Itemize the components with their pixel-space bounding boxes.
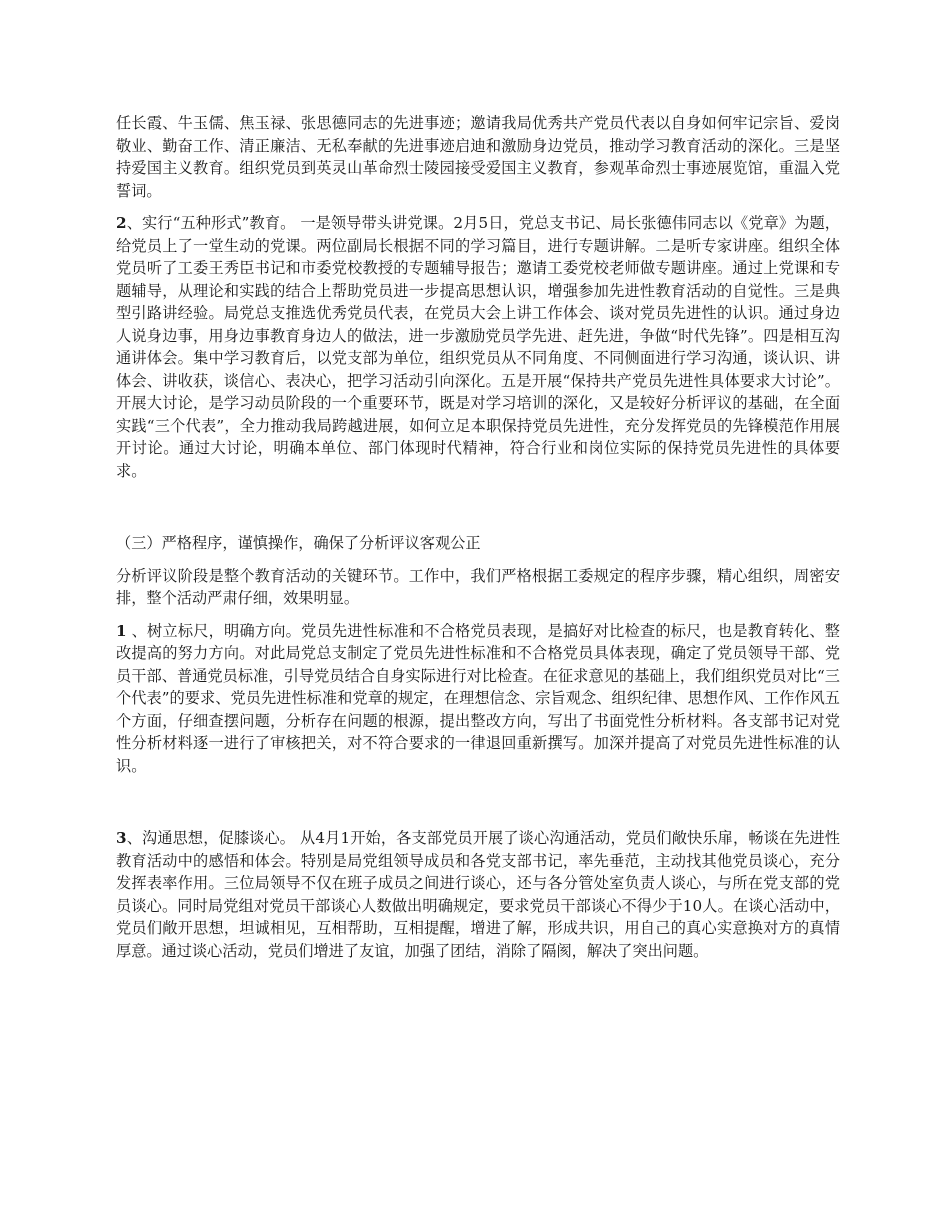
paragraph-set-standards xyxy=(116,620,840,778)
section-spacer xyxy=(116,787,840,827)
item-number: 1 xyxy=(116,621,127,640)
paragraph-five-forms-education xyxy=(116,212,840,482)
paragraph-analysis-intro: 分析评议阶段是整个教育活动的关键环节。工作中，我们严格根据工委规定的程序步骤，精心组织，周密安排，整个活动严肃仔细，效果明显。 xyxy=(116,566,840,607)
section-spacer xyxy=(116,492,840,532)
paragraph-heart-to-heart xyxy=(116,827,840,962)
paragraph-text: 、沟通思想，促膝谈心。 从4月1开始，各支部党员开展了谈心沟通活动，党员们敞快乐扉，畅谈在先进性教育活动中的感悟和体会。特别是局党组领导成员和各党支部书记，率先垂范，主动找其他党员谈心，充分发挥表率作用。三位局领导不仅在班子成员之间进行谈心，还与各分管处室负责人谈心，与所在党支部的党员谈心。同时局党组对党员干部谈心人数做出明确规定，要求党员干部谈心不得少于10人。在谈心活动中，党员们敞开思想，坦诚相见，互相帮助，互相提醒，增进了解，形成共识，用自己的真心实意换对方的真情厚意。通过谈心活动，党员们增进了友谊，加强了团结，消除了隔阂，解决了突出问题。 xyxy=(116,829,840,960)
document-body xyxy=(116,112,840,972)
item-number: 2 xyxy=(116,214,127,232)
section-heading: （三）严格程序，谨慎操作，确保了分析评议客观公正 xyxy=(116,534,481,552)
paragraph-text: 、实行“五种形式”教育。 一是领导带头讲党课。2月5日，党总支书记、局长张德伟同志以《党章》为题，给党员上了一堂生动的党课。两位副局长根据不同的学习篇目，进行专题讲解。二是听专家讲座。组织全体党员听了工委王秀臣书记和市委党校教授的专题辅导报告；邀请工委党校老师做专题讲座。通过上党课和专题辅导，从理论和实践的结合上帮助党员进一步提高思想认识，增强参加先进性教育活动的自觉性。三是典型引路讲经验。局党总支推选优秀党员代表，在党员大会上讲工作体会、谈对党员先进性的认识。通过身边人说身边事，用身边事教育身边人的做法，进一步激励党员学先进、赶先进，争做“时代先锋”。四是相互沟通讲体会。集中学习教育后，以党支部为单位，组织党员从不同角度、不同侧面进行学习沟通，谈认识、讲体会、讲收获，谈信心、表决心，把学习活动引向深化。五是开展“保持共产党员先进性具体要求大讨论”。开展大讨论，是学习动员阶段的一个重要环节，既是对学习培训的深化，又是较好分析评议的基础，在全面实践“三个代表”，全力推动我局跨越进展，如何立足本职保持党员先进性，充分发挥党员的先锋模范作用展开讨论。通过大讨论，明确本单位、部门体现时代精神，符合行业和岗位实际的保持党员先进性的具体要求。 xyxy=(116,214,840,480)
paragraph-text: 、树立标尺，明确方向。党员先进性标准和不合格党员表现，是搞好对比检查的标尺，也是教育转化、整改提高的努力方向。对此局党总支制定了党员先进性标准和不合格党员具体表现，确定了党员领导干部、党员干部、普通党员标准，引导党员结合自身实际进行对比检查。在征求意见的基础上，我们组织党员对比“三个代表”的要求、党员先进性标准和党章的规定，在理想信念、宗旨观念、组织纪律、思想作风、工作作风五个方面，仔细查摆问题，分析存在问题的根源，提出整改方向，写出了书面党性分析材料。各支部书记对党性分析材料逐一进行了审核把关，对不符合要求的一律退回重新撰写。加深并提高了对党员先进性标准的认识。 xyxy=(116,621,840,775)
paragraph-advanced-deeds: 任长霞、牛玉儒、焦玉禄、张思德同志的先进事迹；邀请我局优秀共产党员代表以自身如何牢记宗旨、爱岗敬业、勤奋工作、清正廉洁、无私奉献的先进事迹启迪和激励身边党员，推动学习教育活动的深化。三是坚持爱国主义教育。组织党员到英灵山革命烈士陵园接受爱国主义教育，参观革命烈士事迹展览馆，重温入党誓词。 xyxy=(116,114,840,200)
item-number: 3 xyxy=(116,829,127,847)
